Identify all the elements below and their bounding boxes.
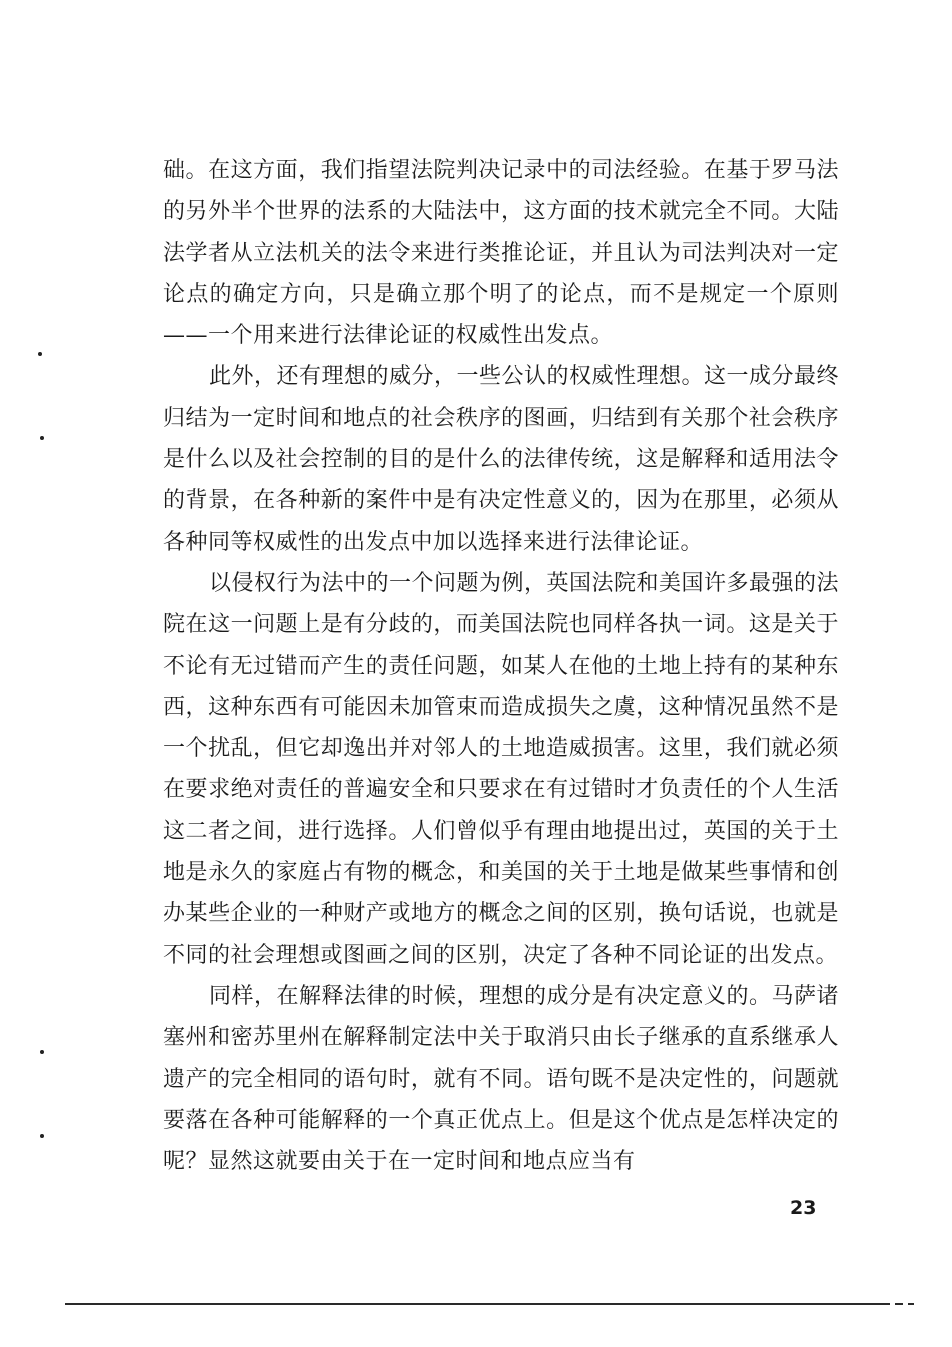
margin-dot xyxy=(40,436,44,440)
page-number: 23 xyxy=(790,1197,817,1219)
bottom-rule-dash xyxy=(908,1303,914,1305)
body-text xyxy=(163,150,839,1182)
paragraph-continuation: 础。在这方面，我们指望法院判决记录中的司法经验。在基于罗马法的另外半个世界的法系的大陆法中，这方面的技术就完全不同。大陆法学者从立法机关的法令来进行类推论证，并且认为司法判决对一定论点的确定方向，只是确立那个明了的论点，而不是规定一个原则——一个用来进行法律论证的权威性出发点。 xyxy=(163,158,839,349)
bottom-rule-dash xyxy=(895,1303,903,1305)
margin-dot xyxy=(40,1050,44,1054)
paragraph-ideal-element: 此外，还有理想的威分，一些公认的权威性理想。这一成分最终归结为一定时间和地点的社会秩序的图画，归结到有关那个社会秩序是什么以及社会控制的目的是什么的法律传统，这是解释和适用法令的背景，在各种新的案件中是有决定性意义的，因为在那里，必须从各种同等权威性的出发点中加以选择来进行法律论证。 xyxy=(163,364,840,555)
margin-dot xyxy=(38,352,42,356)
bottom-rule xyxy=(65,1303,890,1305)
paragraph-statute-interpretation: 同样，在解释法律的时候，理想的成分是有决定意义的。马萨诸塞州和密苏里州在解释制定法中关于取消只由长子继承的直系继承人遗产的完全相同的语句时，就有不同。语句既不是决定性的，问题就要落在各种可能解释的一个真正优点上。但是这个优点是怎样决定的呢？显然这就要由关于在一定时间和地点应当有 xyxy=(163,983,840,1175)
margin-dot xyxy=(40,1134,44,1138)
paragraph-tort-example: 以侵权行为法中的一个问题为例，英国法院和美国许多最强的法院在这一问题上是有分歧的，而美国法院也同样各执一词。这是关于不论有无过错而产生的责任问题，如某人在他的土地上持有的某种东西，这种东西有可能因未加管束而造成损失之虞，这种情况虽然不是一个扰乱，但它却逸出并对邻人的土地造威损害。这里，我们就必须在要求绝对责任的普遍安全和只要求在有过错时才负责任的个人生活这二者之间，进行选择。人们曾似乎有理由地提出过，英国的关于土地是永久的家庭占有物的概念，和美国的关于土地是做某些事情和创办某些企业的一种财产或地方的概念之间的区别，换句话说，也就是不同的社会理想或图画之间的区别，决定了各种不同论证的出发点。 xyxy=(163,570,840,968)
